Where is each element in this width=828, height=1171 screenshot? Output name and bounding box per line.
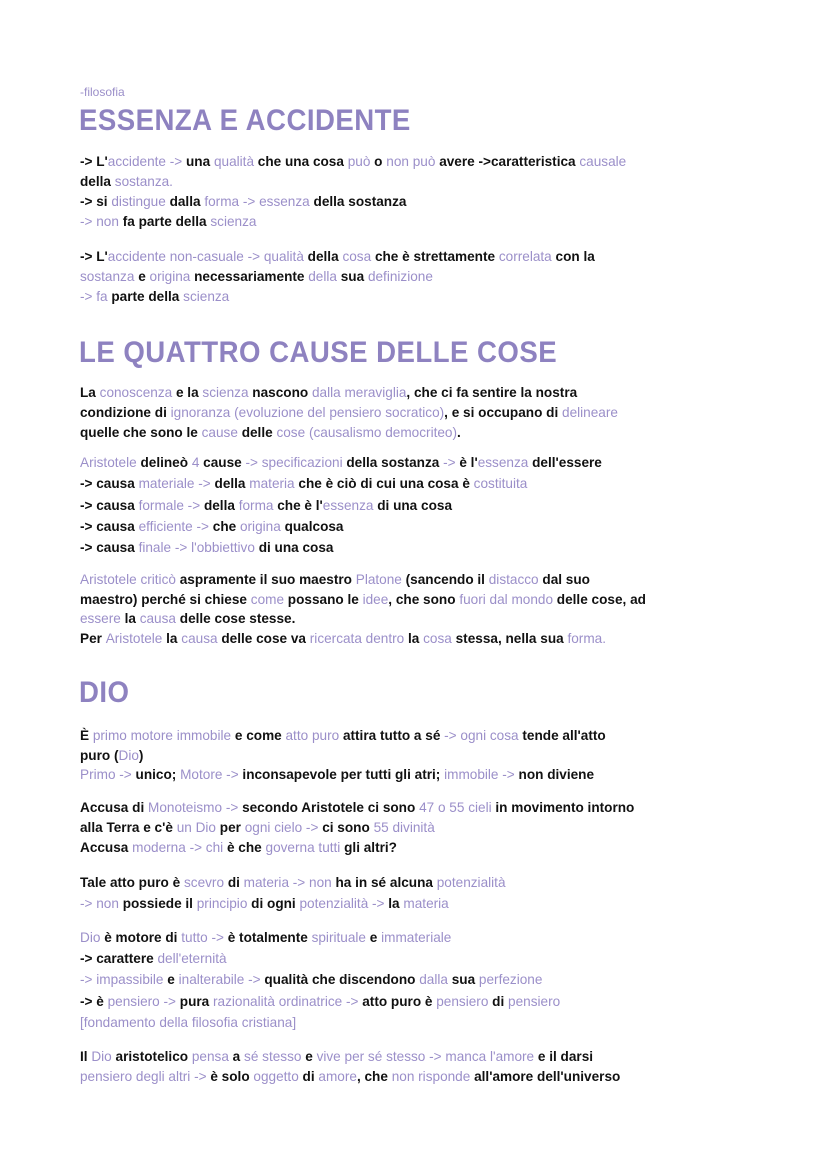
text: (sancendo il <box>405 572 489 587</box>
paragraph <box>80 726 770 785</box>
text: sua <box>451 972 479 988</box>
text: fa parte della <box>122 214 211 229</box>
text: ci sono <box>322 820 374 835</box>
text: della sostanza <box>346 455 444 470</box>
highlighted-text: ignoranza (evoluzione del pensiero socratico) <box>170 405 445 420</box>
text-line <box>80 991 770 1012</box>
highlighted-text: spirituale <box>311 930 370 945</box>
highlighted-text: scienza <box>210 214 257 229</box>
text: della <box>307 249 343 264</box>
highlighted-text: potenzialità <box>436 875 506 890</box>
text: dalla <box>169 194 205 209</box>
text: necessariamente <box>194 269 309 284</box>
text: dal suo <box>542 572 590 587</box>
text: inconsapevole per tutti gli atri; <box>242 767 445 782</box>
text: , e si occupano di <box>444 405 563 420</box>
highlighted-text: cose (causalismo democriteo) <box>276 425 458 440</box>
text: e <box>138 269 150 284</box>
text-line <box>80 948 770 969</box>
text-line <box>80 423 770 443</box>
highlighted-text: essere <box>80 611 125 626</box>
highlighted-text: costituita <box>473 476 528 492</box>
highlighted-text: Platone <box>355 572 406 587</box>
text: è solo <box>210 1069 254 1084</box>
text: Il <box>80 1049 92 1064</box>
text: Accusa di <box>80 800 148 815</box>
text: unico; <box>135 767 181 782</box>
highlighted-text: qualità <box>213 154 258 169</box>
highlighted-text: formale -> <box>138 497 204 513</box>
text: e il darsi <box>537 1049 594 1064</box>
highlighted-text: sostanza. <box>114 174 173 189</box>
text-line <box>80 609 770 629</box>
highlighted-text: Primo -> <box>80 767 136 782</box>
text-line <box>80 1012 770 1033</box>
highlighted-text: dalla meraviglia <box>311 385 407 400</box>
text: quelle che sono le <box>80 425 202 440</box>
text: pura <box>179 993 213 1009</box>
text: di una cosa <box>377 497 453 513</box>
highlighted-text: ricercata dentro <box>309 630 408 646</box>
text: delle cose stesse. <box>179 611 296 626</box>
section-title-dio: DIO <box>79 676 130 709</box>
highlighted-text: forma. <box>567 630 606 646</box>
text: -> L' <box>80 154 108 169</box>
highlighted-text: 4 <box>191 455 204 470</box>
highlighted-text: primo motore immobile <box>92 728 235 743</box>
text: della <box>214 476 250 492</box>
highlighted-text: -> specificazioni <box>245 455 347 470</box>
text: e <box>167 972 179 988</box>
text-line <box>80 726 770 746</box>
paragraph <box>80 872 770 914</box>
text: puro ( <box>80 747 119 763</box>
text: di ogni <box>251 896 300 911</box>
paragraph <box>80 798 770 858</box>
highlighted-text: origina <box>149 269 195 284</box>
highlighted-text: governa tutti <box>265 840 345 855</box>
highlighted-text: essenza <box>477 455 533 470</box>
text: della sostanza <box>313 194 407 209</box>
text: qualità che discendono <box>264 972 420 988</box>
text: delineò <box>140 455 192 470</box>
highlighted-text: razionalità ordinatrice -> <box>213 993 363 1009</box>
highlighted-text: efficiente -> <box>138 518 213 534</box>
text-line <box>80 152 770 172</box>
highlighted-text: atto puro <box>285 728 343 743</box>
highlighted-text: -> ogni cosa <box>444 728 523 743</box>
highlighted-text: 47 o 55 cieli <box>419 800 496 815</box>
highlighted-text: ogni cielo -> <box>244 820 323 835</box>
text: sua <box>340 269 368 284</box>
text-line <box>80 893 770 914</box>
highlighted-text: vive per sé stesso -> manca l'amore <box>316 1049 538 1064</box>
text: -> causa <box>80 497 139 513</box>
text-line <box>80 570 770 590</box>
text: parte della <box>111 289 184 304</box>
text-line <box>80 516 770 537</box>
text-line <box>80 267 770 287</box>
highlighted-text: un Dio <box>176 820 220 835</box>
highlighted-text: -> non <box>80 214 123 229</box>
highlighted-text: Dio <box>91 1049 116 1064</box>
highlighted-text: materia <box>249 476 299 492</box>
highlighted-text: accidente non-casuale -> qualità <box>107 249 308 264</box>
highlighted-text: pensiero <box>436 993 493 1009</box>
text-line <box>80 1067 770 1087</box>
text: di <box>227 875 244 890</box>
highlighted-text: pensiero <box>508 993 561 1009</box>
text: secondo Aristotele ci sono <box>242 800 420 815</box>
text: a <box>232 1049 245 1064</box>
highlighted-text: della <box>308 269 341 284</box>
text: , che sono <box>388 591 460 607</box>
text: . <box>457 425 461 440</box>
highlighted-text: materiale -> <box>138 476 215 492</box>
highlighted-text: principio <box>196 896 252 911</box>
highlighted-text: forma -> essenza <box>204 194 314 209</box>
text: di <box>492 993 509 1009</box>
text-line <box>80 212 770 232</box>
highlighted-text: Motore -> <box>180 767 243 782</box>
text-line <box>80 473 770 494</box>
text: la <box>166 630 182 646</box>
highlighted-text: causale <box>579 154 627 169</box>
highlighted-text: accidente -> <box>107 154 186 169</box>
highlighted-text: perfezione <box>478 972 543 988</box>
text: -> si <box>80 194 112 209</box>
highlighted-text: causa <box>139 611 180 626</box>
text: possano le <box>287 591 363 607</box>
text: tende all'atto <box>522 728 606 743</box>
text-line <box>80 383 770 403</box>
highlighted-text: immateriale <box>381 930 452 945</box>
text-line <box>80 590 770 610</box>
text: è l' <box>459 455 478 470</box>
highlighted-text: idee <box>362 591 389 607</box>
highlighted-text: Aristotele criticò <box>80 572 180 587</box>
highlighted-text: tutto -> <box>181 930 228 945</box>
text: non diviene <box>518 767 595 782</box>
text: aristotelico <box>115 1049 192 1064</box>
text: -> causa <box>80 476 139 492</box>
text: -> carattere <box>80 951 158 967</box>
highlighted-text: distingue <box>111 194 170 209</box>
text-line <box>80 927 770 948</box>
text: la <box>124 611 140 626</box>
highlighted-text: causa <box>181 630 222 646</box>
text: la <box>408 630 424 646</box>
section-title-quattro-cause: LE QUATTRO CAUSE DELLE COSE <box>79 336 558 369</box>
highlighted-text: pensiero degli altri -> <box>80 1069 211 1084</box>
paragraph <box>80 152 770 232</box>
text: con la <box>555 249 595 264</box>
highlighted-text: scevro <box>183 875 228 890</box>
text: avere ->caratteristica <box>439 154 580 169</box>
text-line <box>80 629 770 649</box>
paragraph <box>80 247 770 307</box>
text: e <box>369 930 382 945</box>
text: gli altri? <box>344 840 397 855</box>
text: nascono <box>252 385 312 400</box>
highlighted-text: origina <box>239 518 285 534</box>
text: che <box>212 518 240 534</box>
highlighted-text: conoscenza <box>99 385 176 400</box>
text: attira tutto a sé <box>342 728 445 743</box>
highlighted-text: pensiero -> <box>107 993 180 1009</box>
text-line <box>80 969 770 990</box>
highlighted-text: scienza <box>202 385 253 400</box>
text: La <box>80 385 100 400</box>
text: che una cosa <box>257 154 348 169</box>
text: È <box>80 728 93 743</box>
highlighted-text: materia <box>403 896 449 911</box>
text: di una cosa <box>258 540 334 556</box>
highlighted-text: può <box>347 154 375 169</box>
text-line <box>80 765 770 785</box>
highlighted-text: non risponde <box>391 1069 475 1084</box>
highlighted-text: correlata <box>498 249 556 264</box>
highlighted-text: -> impassibile <box>80 972 168 988</box>
highlighted-text: come <box>250 591 288 607</box>
text: qualcosa <box>284 518 344 534</box>
text: che è strettamente <box>374 249 499 264</box>
text-line <box>80 495 770 516</box>
text: dell'essere <box>532 455 602 470</box>
text: maestro) perché si chiese <box>80 591 251 607</box>
highlighted-text: 55 divinità <box>373 820 435 835</box>
text: alla Terra e c'è <box>80 820 177 835</box>
highlighted-text: definizione <box>367 269 433 284</box>
text-line <box>80 287 770 307</box>
text: aspramente il suo maestro <box>179 572 356 587</box>
text: per <box>219 820 245 835</box>
text: all'amore dell'universo <box>474 1069 621 1084</box>
paragraph <box>80 383 770 443</box>
text: delle cose va <box>221 630 310 646</box>
text: è motore di <box>104 930 182 945</box>
highlighted-text: Aristotele <box>80 455 141 470</box>
text-line <box>80 798 770 818</box>
text: , che ci fa sentire la nostra <box>406 385 578 400</box>
highlighted-text: delineare <box>562 405 618 420</box>
highlighted-text: pensa <box>191 1049 233 1064</box>
text-line <box>80 247 770 267</box>
text-line <box>80 1047 770 1067</box>
highlighted-text: -> non <box>80 896 123 911</box>
highlighted-text: [fondamento della filosofia cristiana] <box>80 1014 297 1030</box>
highlighted-text: Dio <box>80 930 105 945</box>
text: è totalmente <box>227 930 312 945</box>
text: che è l' <box>277 497 323 513</box>
highlighted-text: dalla <box>419 972 452 988</box>
highlighted-text: Dio <box>118 747 139 763</box>
highlighted-text: distacco <box>488 572 543 587</box>
highlighted-text: Aristotele <box>105 630 167 646</box>
text: è che <box>226 840 266 855</box>
text: e <box>305 1049 317 1064</box>
text: -> causa <box>80 540 139 556</box>
text: delle cose, ad <box>556 591 646 607</box>
section-title-essenza: ESSENZA E ACCIDENTE <box>79 104 411 137</box>
highlighted-text: -> <box>443 455 460 470</box>
text: o <box>374 154 387 169</box>
highlighted-text: moderna -> chi <box>132 840 227 855</box>
text: che è ciò di cui una cosa è <box>298 476 474 492</box>
highlighted-text: forma <box>238 497 278 513</box>
text-line <box>80 403 770 423</box>
text-line <box>80 537 770 558</box>
highlighted-text: materia -> non <box>243 875 336 890</box>
text: e come <box>234 728 286 743</box>
text-line <box>80 818 770 838</box>
text-line <box>80 452 770 473</box>
highlighted-text: essenza <box>322 497 378 513</box>
text: in movimento intorno <box>495 800 635 815</box>
highlighted-text: oggetto <box>253 1069 303 1084</box>
text: Accusa <box>80 840 133 855</box>
text: atto puro è <box>362 993 437 1009</box>
text: ha in sé alcuna <box>335 875 437 890</box>
highlighted-text: cause <box>201 425 242 440</box>
text: , che <box>356 1069 392 1084</box>
text: di <box>302 1069 319 1084</box>
paragraph <box>80 927 770 1033</box>
highlighted-text: dell'eternità <box>157 951 227 967</box>
paragraph <box>80 452 770 558</box>
paragraph <box>80 1047 770 1087</box>
text: una <box>186 154 214 169</box>
subject-label: -filosofia <box>80 85 125 99</box>
highlighted-text: immobile -> <box>444 767 519 782</box>
highlighted-text: Monoteismo -> <box>148 800 243 815</box>
text: delle <box>241 425 277 440</box>
text: condizione di <box>80 405 171 420</box>
text: Per <box>80 630 106 646</box>
highlighted-text: -> fa <box>80 289 112 304</box>
paragraph <box>80 570 770 648</box>
highlighted-text: finale -> l'obbiettivo <box>138 540 259 556</box>
text: -> è <box>80 993 108 1009</box>
highlighted-text: sé stesso <box>244 1049 306 1064</box>
text: possiede il <box>122 896 197 911</box>
text-line <box>80 192 770 212</box>
highlighted-text: non può <box>386 154 440 169</box>
text-line <box>80 172 770 192</box>
text: ) <box>138 747 144 763</box>
highlighted-text: amore <box>318 1069 357 1084</box>
text: -> L' <box>80 249 108 264</box>
text: della <box>203 497 239 513</box>
highlighted-text: cosa <box>423 630 456 646</box>
highlighted-text: sostanza <box>80 269 139 284</box>
text: -> causa <box>80 518 139 534</box>
highlighted-text: potenzialità -> <box>299 896 389 911</box>
text: stessa, nella sua <box>455 630 568 646</box>
text-line <box>80 746 770 766</box>
text: cause <box>203 455 246 470</box>
highlighted-text: scienza <box>183 289 230 304</box>
text: Tale atto puro è <box>80 875 184 890</box>
highlighted-text: cosa <box>342 249 375 264</box>
highlighted-text: fuori dal mondo <box>459 591 557 607</box>
text: e la <box>175 385 203 400</box>
text-line <box>80 872 770 893</box>
text-line <box>80 838 770 858</box>
text: la <box>388 896 404 911</box>
highlighted-text: inalterabile -> <box>178 972 265 988</box>
text: della <box>80 174 115 189</box>
